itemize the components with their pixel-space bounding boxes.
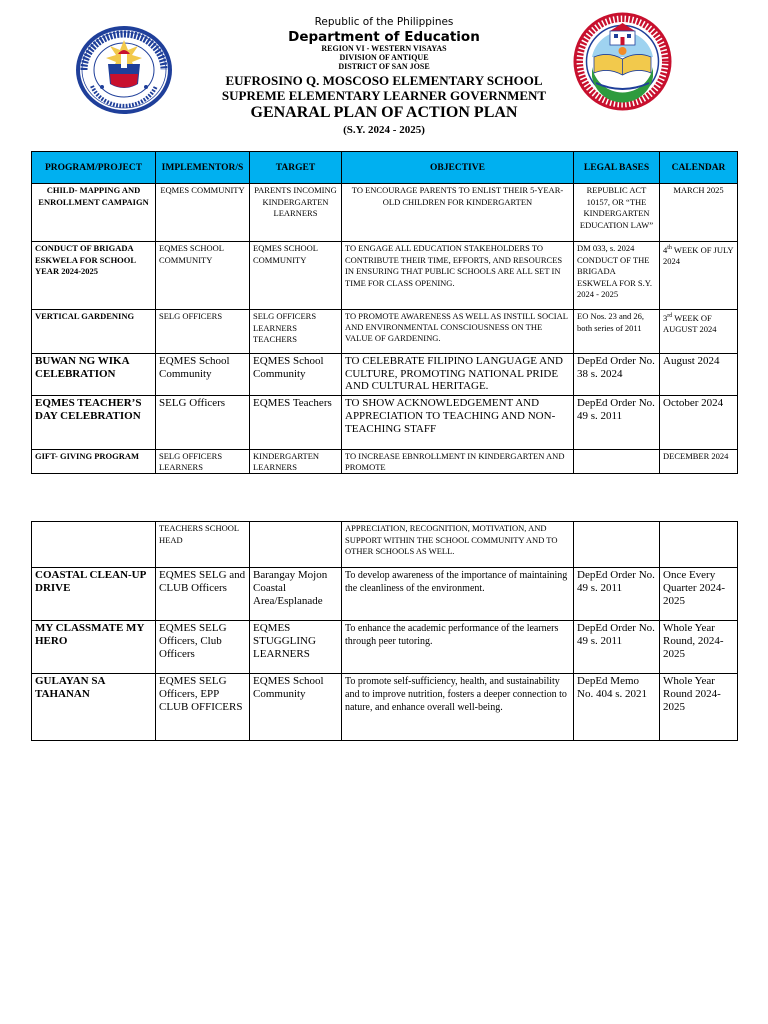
objective-cell: TO INCREASE EBNROLLMENT IN KINDERGARTEN AND PROMOTE <box>342 450 574 474</box>
program-cell: CONDUCT OF BRIGADA ESKWELA FOR SCHOOL YEAR 2024-2025 <box>32 242 156 310</box>
target-cell: EQMES School Community <box>250 354 342 396</box>
calendar-week-number: 4 <box>663 244 668 255</box>
legal-bases-cell: DepEd Order No. 49 s. 2011 <box>574 621 660 674</box>
table-row <box>32 242 738 310</box>
target-cell: PARENTS INCOMING KINDERGARTEN LEARNERS <box>250 184 342 242</box>
calendar-text: WEEK OF AUGUST 2024 <box>663 312 717 335</box>
document-title: GENARAL PLAN OF ACTION PLAN <box>250 104 518 121</box>
implementors-cell: EQMES SELG Officers, EPP CLUB OFFICERS <box>156 674 250 741</box>
action-plan-table-page-1 <box>31 151 738 474</box>
program-cell: GULAYAN SA TAHANAN <box>32 674 156 741</box>
implementors-cell: SELG Officers <box>156 396 250 450</box>
column-header-program: PROGRAM/PROJECT <box>32 152 156 184</box>
program-cell: CHILD- MAPPING AND ENROLLMENT CAMPAIGN <box>32 184 156 242</box>
school-seal-logo <box>570 11 675 112</box>
calendar-cell: Once Every Quarter 2024-2025 <box>660 568 738 621</box>
target-cell: Barangay Mojon Coastal Area/Esplanade <box>250 568 342 621</box>
column-header-implementors: IMPLEMENTOR/S <box>156 152 250 184</box>
calendar-cell: Whole Year Round 2024-2025 <box>660 674 738 741</box>
legal-bases-cell: DM 033, s. 2024 CONDUCT OF THE BRIGADA ESKWELA FOR S.Y. 2024 - 2025 <box>574 242 660 310</box>
district-line: DISTRICT OF SAN JOSE <box>338 62 430 71</box>
objective-cell: To develop awareness of the importance of maintaining the cleanliness of the environment. <box>342 568 574 621</box>
column-header-target: TARGET <box>250 152 342 184</box>
objective-cell: APPRECIATION, RECOGNITION, MOTIVATION, AND SUPPORT WITHIN THE SCHOOL COMMUNITY AND TO OTHER SCHOOLS AS WELL. <box>342 522 574 568</box>
column-header-legal-bases: LEGAL BASES <box>574 152 660 184</box>
implementors-cell: EQMES SCHOOL COMMUNITY <box>156 242 250 310</box>
objective-cell: TO SHOW ACKNOWLEDGEMENT AND APPRECIATION TO TEACHING AND NON-TEACHING STAFF <box>342 396 574 450</box>
legal-bases-cell: EO Nos. 23 and 26, both series of 2011 <box>574 310 660 354</box>
column-header-objective: OBJECTIVE <box>342 152 574 184</box>
implementors-cell: SELG OFFICERS LEARNERS <box>156 450 250 474</box>
program-cell: MY CLASSMATE MY HERO <box>32 621 156 674</box>
legal-bases-cell <box>574 522 660 568</box>
republic-line: Republic of the Philippines <box>314 16 454 28</box>
legal-bases-cell: DepEd Memo No. 404 s. 2021 <box>574 674 660 741</box>
target-cell: SELG OFFICERS LEARNERS TEACHERS <box>250 310 342 354</box>
table-row <box>32 354 738 396</box>
table-header-row <box>32 152 738 184</box>
calendar-ordinal: rd <box>667 313 673 319</box>
calendar-cell: Whole Year Round, 2024-2025 <box>660 621 738 674</box>
government-name: SUPREME ELEMENTARY LEARNER GOVERNMENT <box>221 88 547 103</box>
program-cell: COASTAL CLEAN-UP DRIVE <box>32 568 156 621</box>
column-header-calendar: CALENDAR <box>660 152 738 184</box>
objective-cell: TO ENGAGE ALL EDUCATION STAKEHOLDERS TO CONTRIBUTE THEIR TIME, EFFORTS, AND RESOURCES IN ENSURING THAT PUBLIC SCHOOLS ARE ALL SET IN TIME FOR CLASS OPENING. <box>342 242 574 310</box>
calendar-cell <box>660 242 738 310</box>
objective-cell: To promote self-sufficiency, health, and sustainability and to improve nutrition, fosters a deeper connection to nature, and enhance overall well-being. <box>342 674 574 741</box>
table-row <box>32 310 738 354</box>
objective-cell: TO ENCOURAGE PARENTS TO ENLIST THEIR 5-YEAR-OLD CHILDREN FOR KINDERGARTEN <box>342 184 574 242</box>
calendar-cell <box>660 522 738 568</box>
program-cell: EQMES TEACHER’S DAY CELEBRATION <box>32 396 156 450</box>
table-row <box>32 450 738 474</box>
legal-bases-cell: DepEd Order No. 49 s. 2011 <box>574 568 660 621</box>
calendar-cell: October 2024 <box>660 396 738 450</box>
target-cell: EQMES STUGGLING LEARNERS <box>250 621 342 674</box>
calendar-week-number: 3 <box>663 312 668 323</box>
deped-seal-logo <box>74 24 174 116</box>
division-line: DIVISION OF ANTIQUE <box>339 53 429 62</box>
table-row <box>32 568 738 621</box>
school-name: EUFROSINO Q. MOSCOSO ELEMENTARY SCHOOL <box>225 73 543 88</box>
objective-cell: To enhance the academic performance of the learners through peer tutoring. <box>342 621 574 674</box>
implementors-cell: EQMES SELG Officers, Club Officers <box>156 621 250 674</box>
implementors-cell: EQMES SELG and CLUB Officers <box>156 568 250 621</box>
calendar-text: WEEK OF JULY 2024 <box>663 244 734 267</box>
implementors-cell: EQMES School Community <box>156 354 250 396</box>
table-row <box>32 621 738 674</box>
table-row <box>32 396 738 450</box>
target-cell: EQMES Teachers <box>250 396 342 450</box>
action-plan-table-page-2 <box>31 521 738 741</box>
calendar-ordinal: th <box>667 245 672 251</box>
legal-bases-cell <box>574 450 660 474</box>
legal-bases-cell: DepEd Order No. 49 s. 2011 <box>574 396 660 450</box>
calendar-cell <box>660 310 738 354</box>
objective-cell: TO CELEBRATE FILIPINO LANGUAGE AND CULTURE, PROMOTING NATIONAL PRIDE AND CULTURAL HERITAGE. <box>342 354 574 396</box>
region-line: REGION VI - WESTERN VISAYAS <box>321 44 447 53</box>
program-cell <box>32 522 156 568</box>
objective-cell: TO PROMOTE AWARENESS AS WELL AS INSTILL SOCIAL AND ENVIRONMENTAL CONSCIOUSNESS ON THE VALUE OF GARDENING. <box>342 310 574 354</box>
target-cell: EQMES School Community <box>250 674 342 741</box>
calendar-cell: August 2024 <box>660 354 738 396</box>
program-cell: BUWAN NG WIKA CELEBRATION <box>32 354 156 396</box>
target-cell <box>250 522 342 568</box>
calendar-cell: MARCH 2025 <box>660 184 738 242</box>
calendar-cell: DECEMBER 2024 <box>660 450 738 474</box>
implementors-cell: SELG OFFICERS <box>156 310 250 354</box>
implementors-cell: TEACHERS SCHOOL HEAD <box>156 522 250 568</box>
legal-bases-cell: REPUBLIC ACT 10157, OR “THE KINDERGARTEN EDUCATION LAW” <box>574 184 660 242</box>
school-year: (S.Y. 2024 - 2025) <box>343 124 425 136</box>
program-cell: VERTICAL GARDENING <box>32 310 156 354</box>
table-row <box>32 674 738 741</box>
department-line: Department of Education <box>288 29 480 45</box>
table-row <box>32 184 738 242</box>
target-cell: KINDERGARTEN LEARNERS <box>250 450 342 474</box>
target-cell: EQMES SCHOOL COMMUNITY <box>250 242 342 310</box>
legal-bases-cell: DepEd Order No. 38 s. 2024 <box>574 354 660 396</box>
implementors-cell: EQMES COMMUNITY <box>156 184 250 242</box>
table-row <box>32 522 738 568</box>
program-cell: GIFT- GIVING PROGRAM <box>32 450 156 474</box>
